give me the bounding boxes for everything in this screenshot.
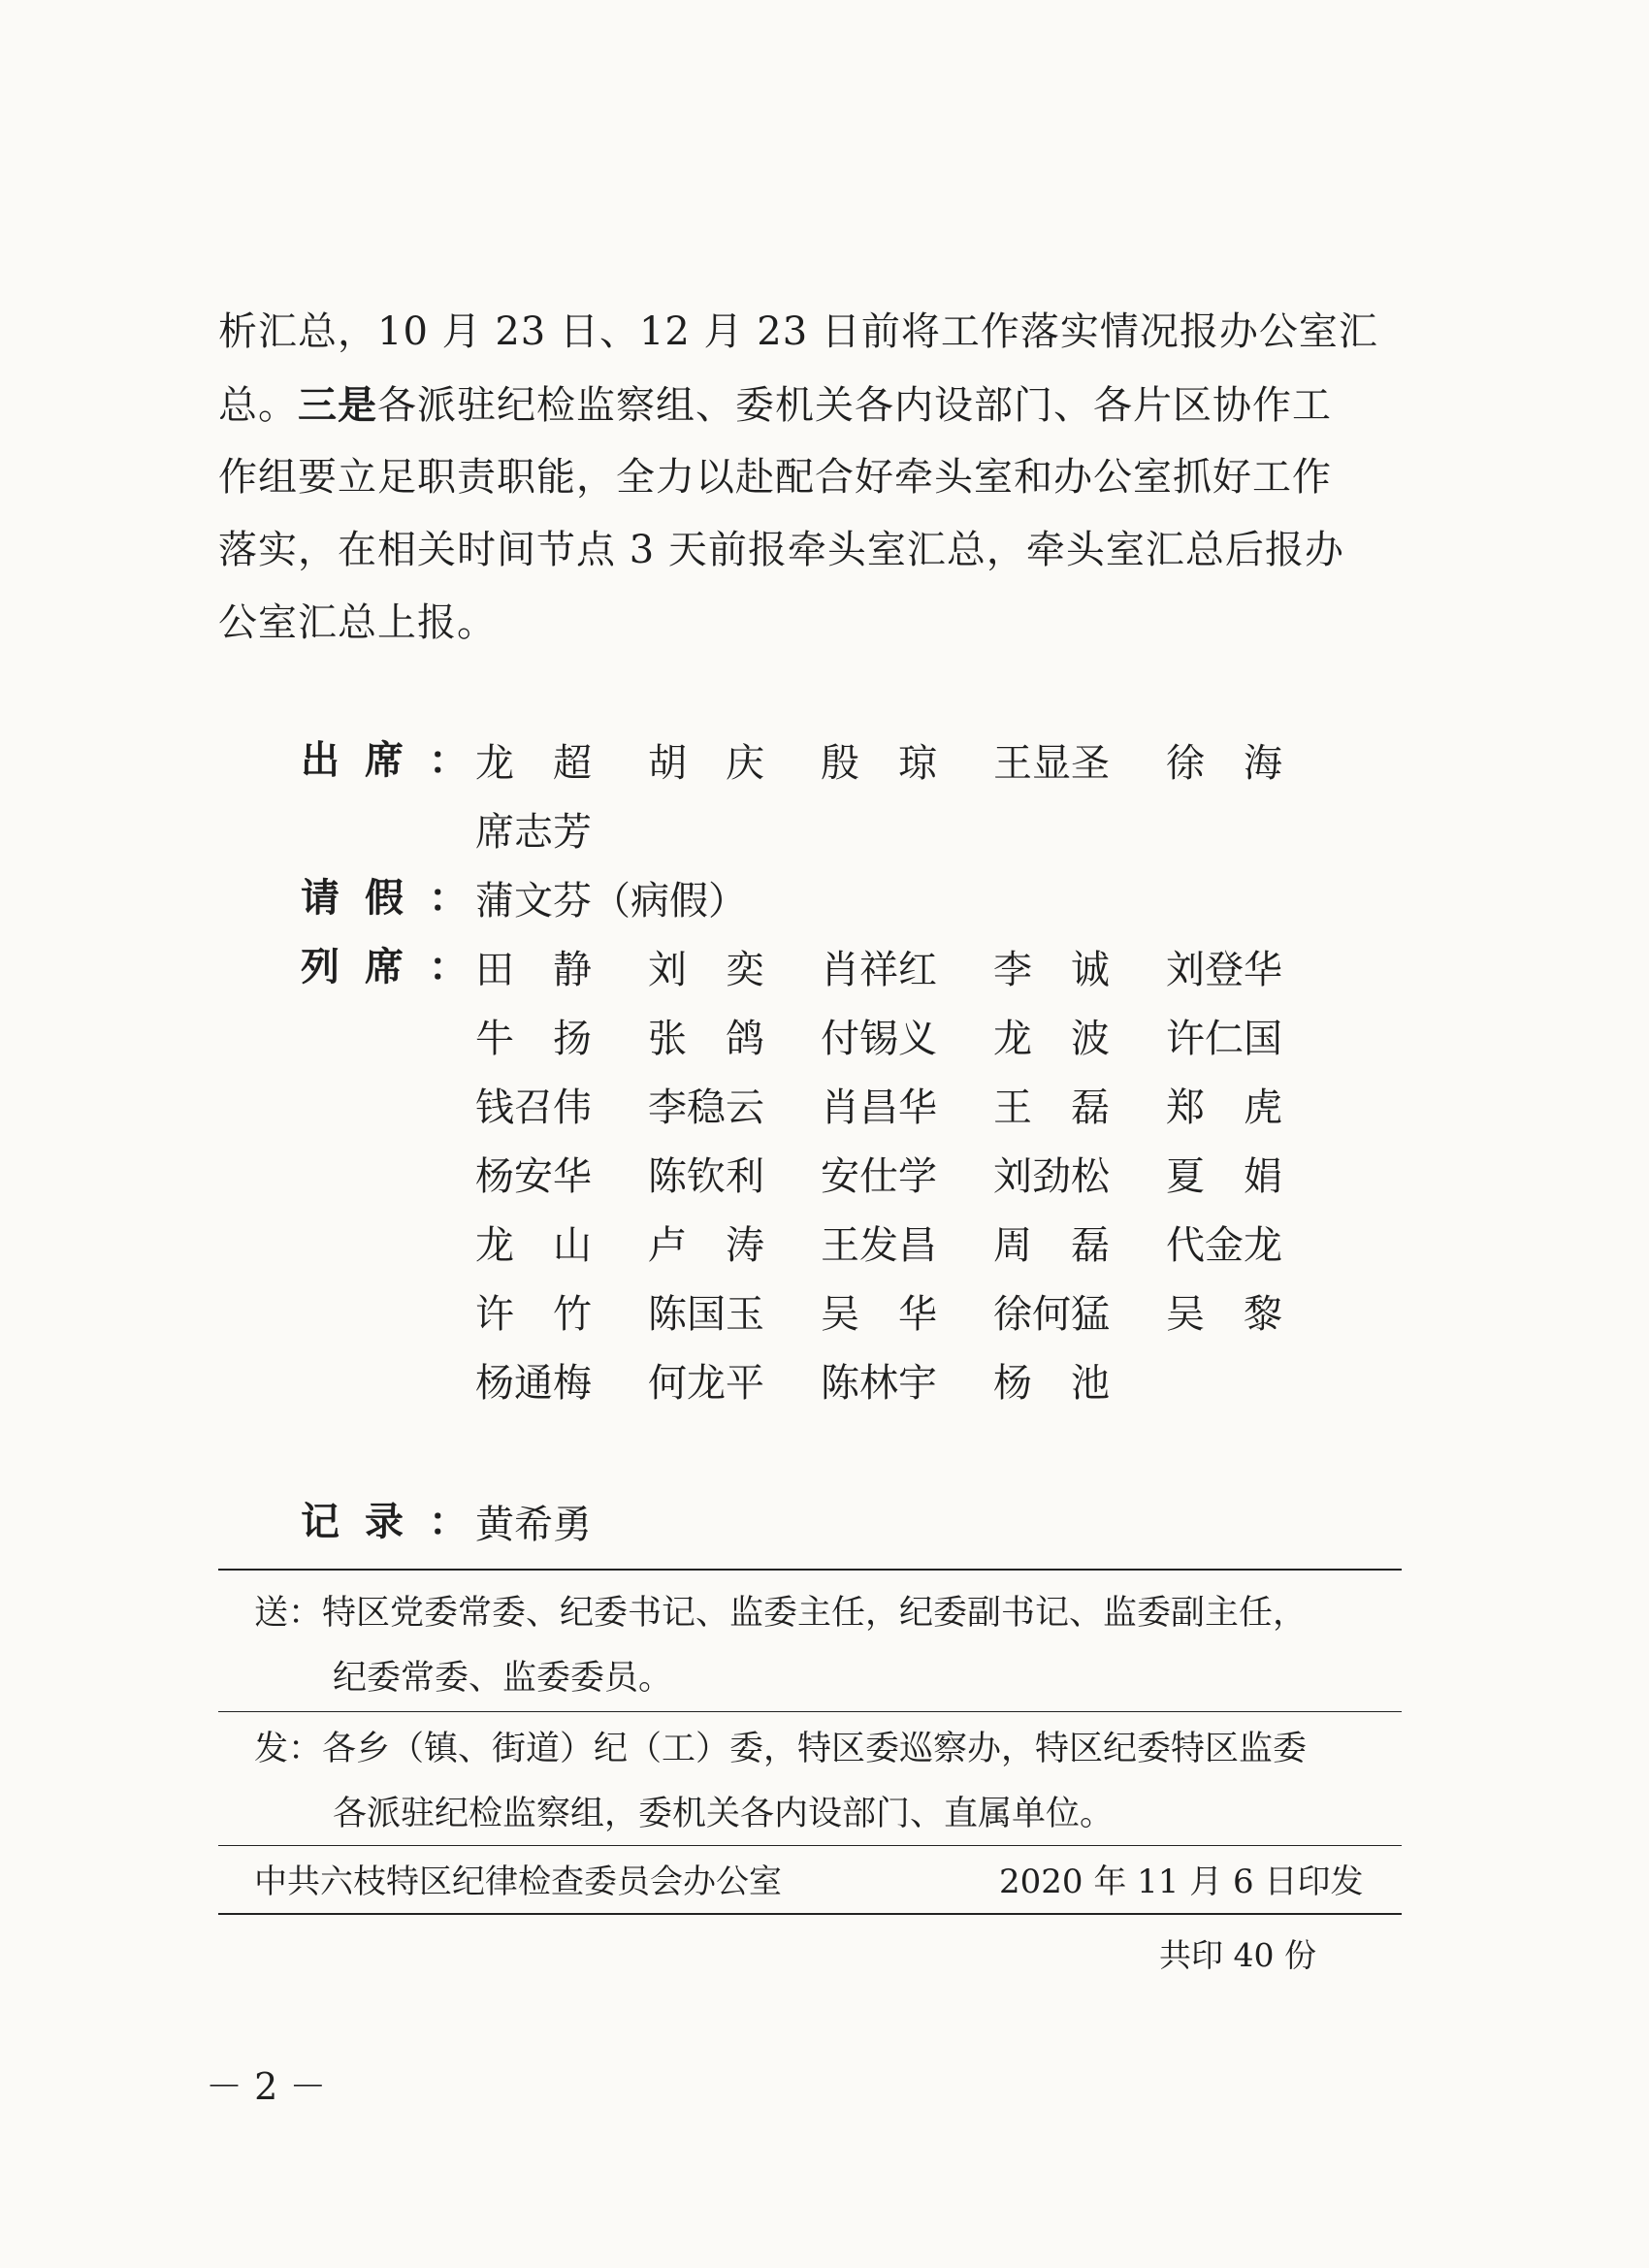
attendee-name: 王显圣 bbox=[993, 741, 1110, 786]
send-to-line: 纪委常委、监委委员。 bbox=[333, 1659, 673, 1698]
emphasis-text: 三是 bbox=[298, 382, 377, 428]
observers-list bbox=[475, 936, 1339, 1418]
top-rule bbox=[218, 1569, 1402, 1571]
attendee-name: 代金龙 bbox=[1166, 1223, 1282, 1268]
body-line: 析汇总，10 月 23 日、12 月 23 日前将工作落实情况报办公室汇 bbox=[218, 309, 1378, 354]
attendee-name: 杨 池 bbox=[993, 1361, 1110, 1406]
copies-count: 共印 40 份 bbox=[1159, 1936, 1316, 1974]
name-row bbox=[475, 1491, 592, 1560]
attendee-name: 许 竹 bbox=[475, 1292, 592, 1337]
attendee-name: 杨安华 bbox=[475, 1154, 592, 1199]
issue-to-line: 各派驻纪检监察组，委机关各内设部门、直属单位。 bbox=[333, 1795, 1115, 1833]
attendee-name: 胡 庆 bbox=[648, 741, 764, 786]
attendee-name: 黄希勇 bbox=[475, 1503, 592, 1547]
attendee-name: 张 鸽 bbox=[648, 1017, 764, 1061]
attendee-name: 王 磊 bbox=[993, 1085, 1110, 1130]
present-label: 出席： bbox=[301, 737, 493, 783]
issue-date: 2020 年 11 月 6 日印发 bbox=[999, 1863, 1364, 1901]
attendee-name: 蒲文芬（病假） bbox=[475, 879, 747, 923]
attendee-name: 龙 超 bbox=[475, 741, 592, 786]
name-row bbox=[475, 1143, 1339, 1212]
attendee-name: 席志芳 bbox=[475, 810, 592, 855]
recorder-label: 记录： bbox=[301, 1499, 493, 1544]
attendee-name: 钱召伟 bbox=[475, 1085, 592, 1130]
attendee-name: 许仁国 bbox=[1166, 1017, 1282, 1061]
name-row bbox=[475, 1074, 1339, 1143]
issue-to-line: 发：各乡（镇、街道）纪（工）委，特区委巡察办，特区纪委特区监委 bbox=[254, 1730, 1308, 1768]
attendee-name: 陈林宇 bbox=[821, 1361, 937, 1406]
attendee-name: 刘劲松 bbox=[993, 1154, 1110, 1199]
attendee-name: 刘登华 bbox=[1166, 948, 1282, 992]
attendee-name: 龙 山 bbox=[475, 1223, 592, 1268]
present-list bbox=[475, 729, 1339, 867]
attendee-name: 周 磊 bbox=[993, 1223, 1110, 1268]
attendee-name: 李 诚 bbox=[993, 948, 1110, 992]
name-row bbox=[475, 1349, 1339, 1418]
body-line: 落实，在相关时间节点 3 天前报牵头室汇总，牵头室汇总后报办 bbox=[218, 528, 1344, 572]
send-to-line: 送：特区党委常委、纪委书记、监委主任，纪委副书记、监委副主任， bbox=[254, 1594, 1308, 1633]
divider-rule bbox=[218, 1711, 1402, 1712]
bottom-rule bbox=[218, 1913, 1402, 1915]
name-row bbox=[475, 867, 747, 936]
attendee-name: 殷 琼 bbox=[821, 741, 937, 786]
leave-label: 请假： bbox=[301, 875, 493, 921]
body-line: 作组要立足职责职能，全力以赴配合好牵头室和办公室抓好工作 bbox=[218, 455, 1332, 500]
attendee-name: 徐 海 bbox=[1166, 741, 1282, 786]
attendee-name: 肖祥红 bbox=[821, 948, 937, 992]
attendee-name: 龙 波 bbox=[993, 1017, 1110, 1061]
attendee-name: 李稳云 bbox=[648, 1085, 764, 1130]
attendee-name: 何龙平 bbox=[648, 1361, 764, 1406]
attendee-name: 吴 华 bbox=[821, 1292, 937, 1337]
name-row bbox=[475, 1005, 1339, 1074]
attendee-name: 肖昌华 bbox=[821, 1085, 937, 1130]
body-paragraph bbox=[218, 296, 1402, 660]
attendee-name: 付锡义 bbox=[821, 1017, 937, 1061]
attendee-name: 卢 涛 bbox=[648, 1223, 764, 1268]
observers-label: 列席： bbox=[301, 944, 493, 989]
issuer-name: 中共六枝特区纪律检查委员会办公室 bbox=[254, 1863, 782, 1901]
attendee-name: 徐何猛 bbox=[993, 1292, 1110, 1337]
attendee-name: 吴 黎 bbox=[1166, 1292, 1282, 1337]
page-number: － 2 － bbox=[206, 2065, 327, 2108]
body-line: 总。三是各派驻纪检监察组、委机关各内设部门、各片区协作工 bbox=[218, 382, 1332, 428]
attendee-name: 夏 娟 bbox=[1166, 1154, 1282, 1199]
name-row bbox=[475, 1212, 1339, 1280]
leave-list bbox=[475, 867, 747, 936]
name-row bbox=[475, 1280, 1339, 1349]
name-row bbox=[475, 936, 1339, 1005]
attendee-name: 郑 虎 bbox=[1166, 1085, 1282, 1130]
attendee-name: 陈国玉 bbox=[648, 1292, 764, 1337]
name-row bbox=[475, 798, 1339, 867]
attendee-name: 刘 奕 bbox=[648, 948, 764, 992]
attendee-name: 牛 扬 bbox=[475, 1017, 592, 1061]
attendee-name: 陈钦利 bbox=[648, 1154, 764, 1199]
attendee-name: 田 静 bbox=[475, 948, 592, 992]
attendee-name: 安仕学 bbox=[821, 1154, 937, 1199]
name-row bbox=[475, 729, 1339, 798]
attendee-name: 杨通梅 bbox=[475, 1361, 592, 1406]
body-line: 公室汇总上报。 bbox=[218, 600, 497, 645]
attendee-name: 王发昌 bbox=[821, 1223, 937, 1268]
recorder-value bbox=[475, 1491, 592, 1560]
divider-rule bbox=[218, 1845, 1402, 1846]
